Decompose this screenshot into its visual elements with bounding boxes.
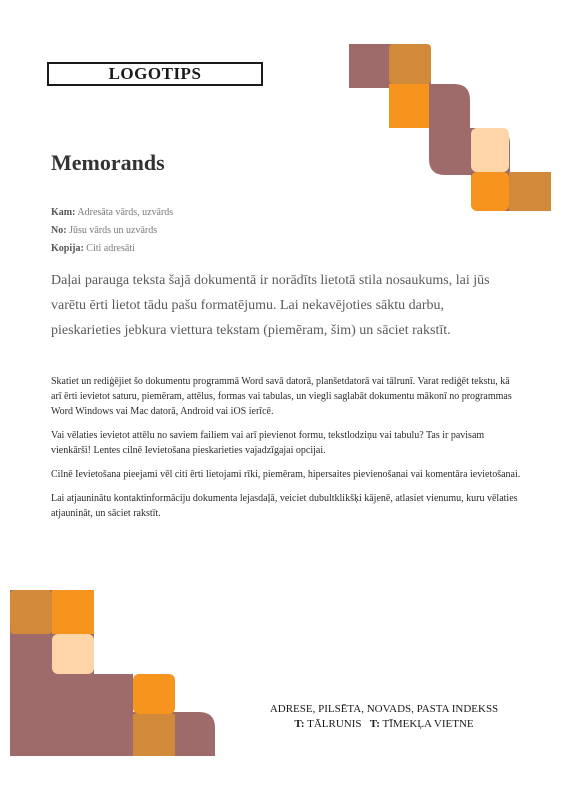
body-paragraph[interactable]: Cilnē Ievietošana pieejami vēl citi ērti lietojami rīki, piemēram, hipersaites pievienošanai vai komentāra ievietošanai. [51, 469, 521, 480]
ochre-square-2 [509, 172, 551, 211]
peach-square [471, 128, 509, 172]
orange-square-1 [52, 590, 94, 634]
lead-paragraph[interactable]: Daļai parauga teksta šajā dokumentā ir norādīts lietotā stila nosaukums, lai jūs varētu ērti lietot tādu pašu formatējumu. Lai nekavējoties sāktu darbu, pieskarieties jebkura viettura tekstam (piemēram, šim) un sāciet rakstīt. [51, 273, 490, 338]
ochre-square-1 [10, 590, 52, 634]
phone-label: T: [294, 718, 305, 730]
footer-contact[interactable] [250, 702, 518, 732]
cc-value: Citi adresāti [86, 243, 135, 254]
orange-square-1 [389, 84, 429, 128]
from-line[interactable] [51, 222, 173, 240]
bottom-left-decoration [10, 590, 215, 756]
web-label: T: [369, 718, 380, 730]
from-value: Jūsu vārds un uzvārds [69, 225, 158, 236]
orange-square-2 [471, 172, 509, 211]
cc-line[interactable] [51, 240, 173, 258]
from-label: No: [51, 225, 67, 236]
body-paragraph[interactable]: Vai vēlaties ievietot attēlu no saviem failiem vai arī pievienot formu, tekstlodziņu vai tabulu? Tas ir pavisam vienkārši! Lentes cilnē Ievietošana pieskarieties vajadzīgajai opcijai. [51, 430, 485, 456]
document-title[interactable]: Memorands [51, 150, 165, 175]
memo-recipients-block [51, 204, 173, 258]
to-label: Kam: [51, 207, 76, 218]
to-value: Adresāta vārds, uzvārds [77, 207, 174, 218]
peach-square [52, 634, 94, 674]
top-right-decoration [349, 44, 551, 211]
ochre-square-2 [133, 714, 175, 756]
body-paragraph[interactable]: Skatiet un rediģējiet šo dokumentu programmā Word savā datorā, planšetdatorā vai tālrunī. Varat rediģēt tekstu, kā arī ērti ievietot saturu, piemēram, attēlus, formas vai tabulas, un viegli saglabāt dokumentu mākonī no programmas Word Windows vai Mac datorā, Android vai iOS ierīcē. [51, 376, 512, 417]
ochre-square-1 [389, 44, 431, 84]
footer-contact-line [250, 717, 518, 732]
logo-text: LOGOTIPS [108, 64, 202, 83]
logo-placeholder[interactable] [47, 62, 263, 86]
to-line[interactable] [51, 204, 173, 222]
phone-value: TĀLRUNIS [307, 718, 362, 730]
footer-address: ADRESE, PILSĒTA, NOVADS, PASTA INDEKSS [269, 703, 499, 715]
orange-square-2 [133, 674, 175, 714]
body-paragraph[interactable]: Lai atjauninātu kontaktinformāciju dokumenta lejasdaļā, veiciet dubultklikšķi kājenē, atlasiet vienumu, kuru vēlaties atjaunināt, un sāciet rakstīt. [51, 493, 518, 519]
cc-label: Kopija: [51, 243, 84, 254]
web-value: TĪMEKĻA VIETNE [382, 718, 474, 730]
body-text [51, 374, 521, 530]
